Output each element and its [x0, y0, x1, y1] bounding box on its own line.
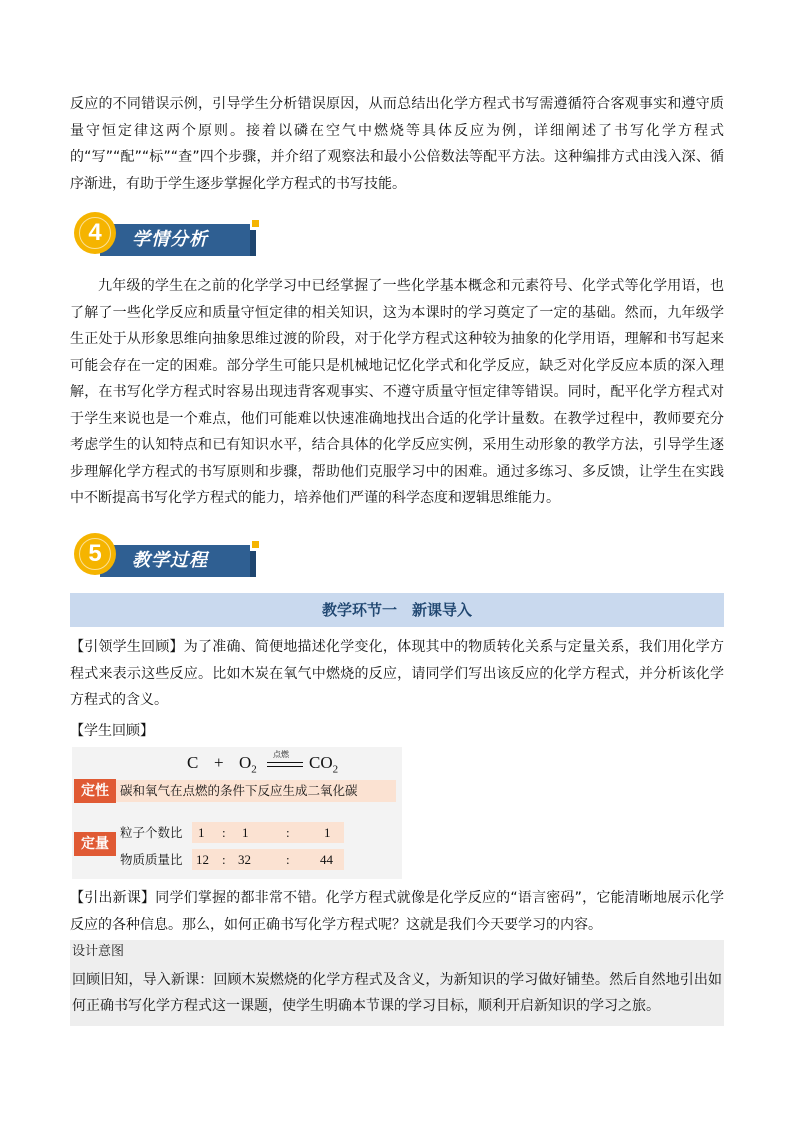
particle-ratio-label: 粒子个数比: [120, 825, 183, 840]
equals-line: [267, 766, 303, 767]
equation-figure: C + $O_2$ 点燃 $CO_2$ 定性 碳和氧气在点燃的条件下反应生成二氧化碳 定量 粒子个数比 1 : 1 : 1 物质质量比 12 : 32 : 44: [72, 747, 402, 879]
design-intent-box: [70, 940, 724, 1026]
section-title: 学情分析: [132, 229, 208, 250]
accent-square-icon: [252, 541, 259, 548]
design-intent-title: 设计意图: [72, 944, 125, 959]
new-lesson-paragraph: 【引出新课】同学们掌握的都非常不错。化学方程式就像是化学反应的“语言密码”，它能清晰地展示化学反应的各种信息。那么，如何正确书写化学方程式呢？这就是我们今天要学习的内容。: [70, 890, 724, 933]
section-number-badge: 5: [74, 533, 116, 575]
qualitative-text: 碳和氧气在点燃的条件下反应生成二氧化碳: [120, 783, 358, 798]
section-number-badge: 4: [74, 212, 116, 254]
section-title: 教学过程: [132, 550, 208, 571]
intro-paragraph: 反应的不同错误示例，引导学生分析错误原因，从而总结出化学方程式书写需遵循符合客观事实和遵守质量守恒定律这两个原则。接着以磷在空气中燃烧等具体反应为例，详细阐述了书写化学方程式的“写”“配”“标”“查”四个步骤，并介绍了观察法和最小公倍数法等配平方法。这种编排方式由浅入深、循序渐进，有助于学生逐步掌握化学方程式的书写技能。: [70, 96, 724, 192]
phase-banner: 教学环节一 新课导入: [70, 593, 724, 627]
qualitative-tag: 定性: [74, 779, 116, 803]
reaction-condition: 点燃: [273, 750, 289, 759]
learner-analysis-paragraph: 九年级的学生在之前的化学学习中已经掌握了一些化学基本概念和元素符号、化学式等化学用语，也了解了一些化学反应和质量守恒定律的相关知识，这为本课时的学习奠定了一定的基础。然而，九年级学生正处于从形象思维向抽象思维过渡的阶段，对于化学方程式这种较为抽象的化学用语，理解和书写起来可能会存在一定的困难。部分学生可能只是机械地记忆化学式和化学反应，缺乏对化学反应本质的深入理解，在书写化学方程式时容易出现违背客观事实、不遵守质量守恒定律等错误。同时，配平化学方程式对于学生来说也是一个难点，他们可能难以快速准确地找出合适的化学计量数。在教学过程中，教师要充分考虑学生的认知特点和已有知识水平，结合具体的化学反应实例，采用生动形象的教学方法，引导学生逐步理解化学方程式的书写原则和步骤，帮助他们克服学习中的困难。通过多练习、多反馈，让学生在实践中不断提高书写化学方程式的能力，培养他们严谨的科学态度和逻辑思维能力。: [70, 278, 724, 506]
student-review-label: 【学生回顾】: [70, 723, 154, 739]
quantitative-tag: 定量: [74, 832, 116, 856]
mass-ratio-label: 物质质量比: [120, 852, 183, 867]
section-5-header: [74, 533, 274, 577]
design-intent-body: 回顾旧知，导入新课：回顾木炭燃烧的化学方程式及含义，为新知识的学习做好铺垫。然后自然地引出如何正确书写化学方程式这一课题，使学生明确本节课的学习目标，顺利开启新知识的学习之旅。: [72, 972, 722, 1014]
accent-square-icon: [252, 220, 259, 227]
section-4-header: [74, 212, 274, 256]
guide-paragraph: 【引领学生回顾】为了准确、简便地描述化学变化，体现其中的物质转化关系与定量关系，我们用化学方程式来表示这些反应。比如木炭在氧气中燃烧的反应，请同学们写出该反应的化学方程式，并分析该化学方程式的含义。: [70, 639, 724, 708]
equals-line: [267, 762, 303, 763]
